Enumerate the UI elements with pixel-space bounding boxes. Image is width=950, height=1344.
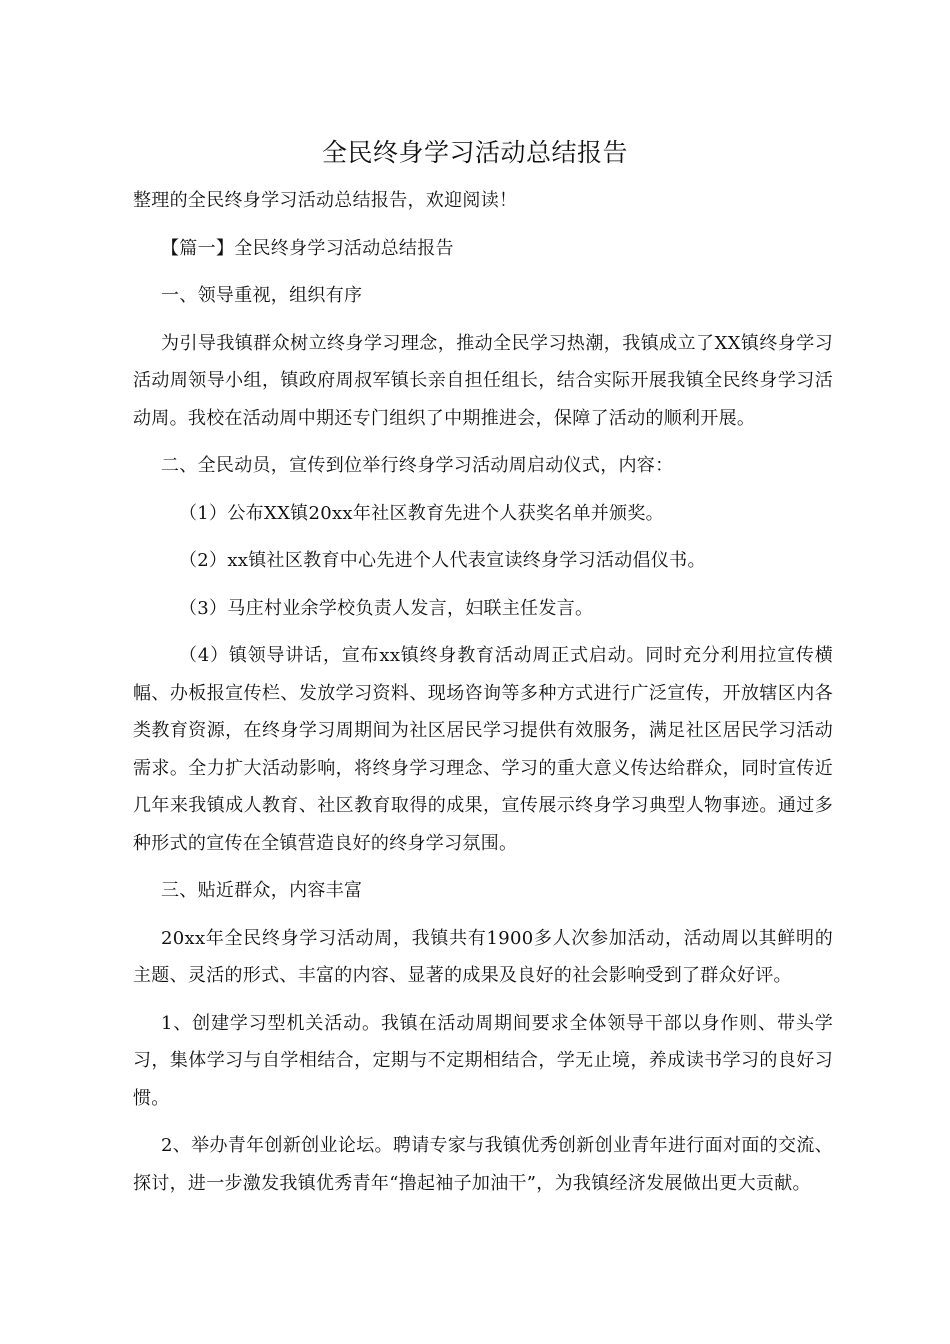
intro-paragraph: 整理的全民终身学习活动总结报告，欢迎阅读！ xyxy=(133,190,518,211)
document-title: 全民终身学习活动总结报告 xyxy=(321,138,628,167)
section-heading-2: 二、全民动员，宣传到位举行终身学习活动周启动仪式，内容： xyxy=(161,455,674,476)
chapter-heading: 【篇一】全民终身学习活动总结报告 xyxy=(161,237,454,259)
list-item-4: （4）镇领导讲话，宣布xx镇终身教育活动周正式启动。同时充分利用拉宣传横幅、办板报宣传栏、发放学习资料、现场咨询等多种方式进行广泛宣传，开放辖区内各类教育资源，在终身学习周期间为社区居民学习提供有效服务，满足社区居民学习活动需求。全力扩大活动影响，将终身学习理念、学习的重大意义传达给群众，同时宣传近几年来我镇成人教育、社区教育取得的成果，宣传展示终身学习典型人物事迹。通过多种形式的宣传在全镇营造良好的终身学习氛围。 xyxy=(133,645,833,854)
section-heading-3: 三、贴近群众，内容丰富 xyxy=(161,880,363,901)
section-paragraph-1: 为引导我镇群众树立终身学习理念，推动全民学习热潮，我镇成立了XX镇终身学习活动周领导小组，镇政府周叔军镇长亲自担任组长，结合实际开展我镇全民终身学习活动周。我校在活动周中期还专门组织了中期推进会，保障了活动的顺利开展。 xyxy=(133,332,833,429)
section-paragraph-3: 20xx年全民终身学习活动周，我镇共有1900多人次参加活动，活动周以其鲜明的主题、灵活的形式、丰富的内容、显著的成果及良好的社会影响受到了群众好评。 xyxy=(133,927,833,986)
activity-paragraph-1: 1、创建学习型机关活动。我镇在活动周期间要求全体领导干部以身作则、带头学习，集体学习与自学相结合，定期与不定期相结合，学无止境，养成读书学习的良好习惯。 xyxy=(133,1012,833,1109)
section-heading-1: 一、领导重视，组织有序 xyxy=(161,285,363,306)
activity-paragraph-2: 2、举办青年创新创业论坛。聘请专家与我镇优秀创新创业青年进行面对面的交流、探讨，进一步激发我镇优秀青年“撸起袖子加油干”，为我镇经济发展做出更大贡献。 xyxy=(133,1135,833,1194)
list-item-2: （2）xx镇社区教育中心先进个人代表宣读终身学习活动倡仪书。 xyxy=(179,550,706,571)
list-item-1: （1）公布XX镇20xx年社区教育先进个人获奖名单并颁奖。 xyxy=(179,502,664,524)
document-body xyxy=(133,182,833,1202)
list-item-3: （3）马庄村业余学校负责人发言，妇联主任发言。 xyxy=(179,597,594,619)
